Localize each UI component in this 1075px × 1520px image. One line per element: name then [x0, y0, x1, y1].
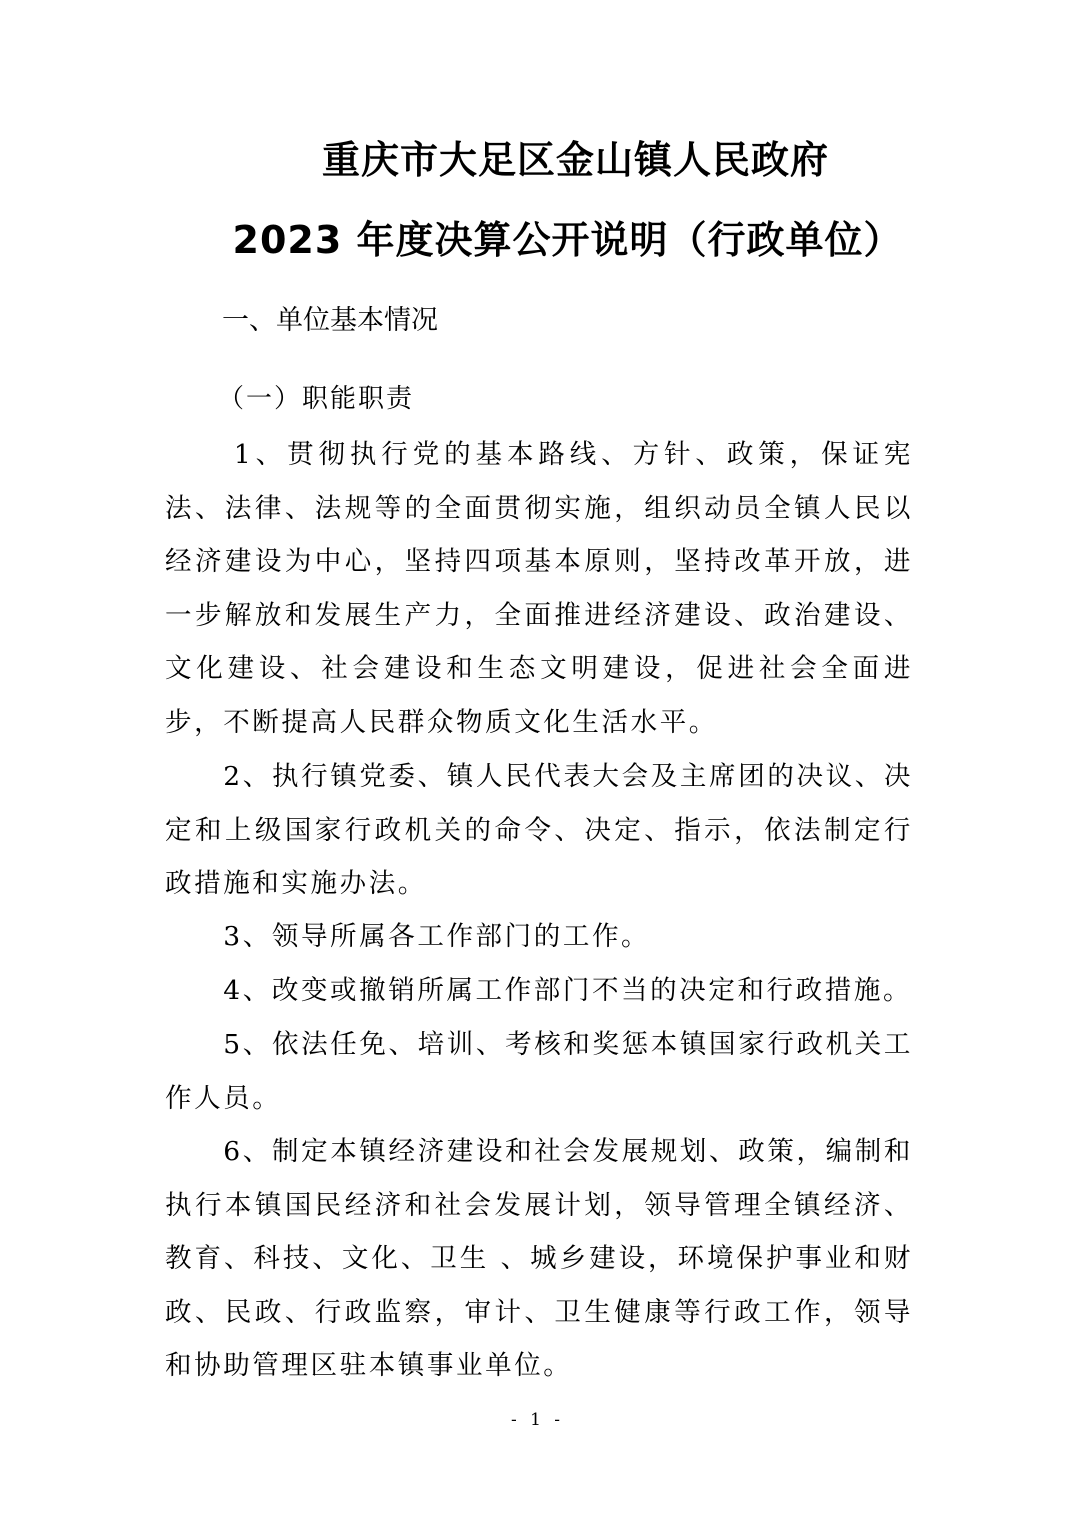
document-title-line2: 2023 年度决算公开说明（行政单位） — [232, 218, 903, 262]
paragraph-3: 3、领导所属各工作部门的工作。 — [223, 921, 651, 952]
paragraph-5: 5、依法任免、培训、考核和奖惩本镇国家行政机关工作人员。 — [165, 1029, 913, 1114]
subsection-heading: （一）职能职责 — [218, 384, 415, 414]
paragraph-2: 2、执行镇党委、镇人民代表大会及主席团的决议、决定和上级国家行政机关的命令、决定、指示，依法制定行政措施和实施办法。 — [165, 761, 913, 899]
section-heading: 一、单位基本情况 — [222, 305, 438, 336]
paragraph-1: 1、贯彻执行党的基本路线、方针、政策，保证宪法、法律、法规等的全面贯彻实施，组织动员全镇人民以经济建设为中心，坚持四项基本原则，坚持改革开放，进一步解放和发展生产力，全面推进经济建设、政治建设、文化建设、社会建设和生态文明建设，促进社会全面进步，不断提高人民群众物质文化生活水平。 — [165, 439, 913, 738]
document-title-line1: 重庆市大足区金山镇人民政府 — [321, 138, 829, 182]
paragraph-6: 6、制定本镇经济建设和社会发展规划、政策，编制和执行本镇国民经济和社会发展计划，领导管理全镇经济、教育、科技、文化、卫生 、城乡建设，环境保护事业和财政、民政、行政监察，审计、卫生健康等行政工作，领导和协助管理区驻本镇事业单位。 — [165, 1136, 913, 1381]
paragraph-4: 4、改变或撤销所属工作部门不当的决定和行政措施。 — [223, 975, 913, 1006]
page-number: - 1 - — [510, 1410, 565, 1430]
